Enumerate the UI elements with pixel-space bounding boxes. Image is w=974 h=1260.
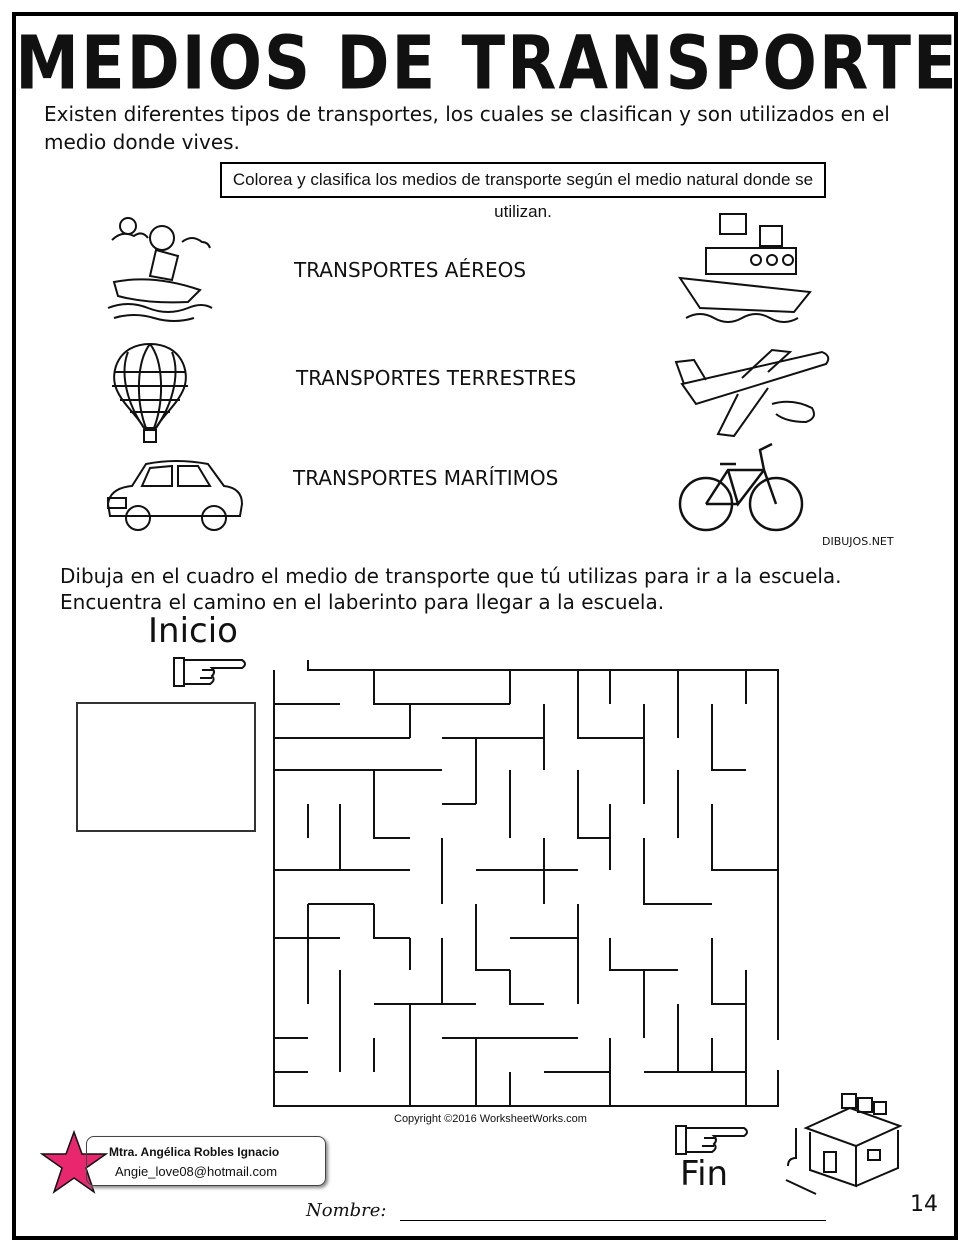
school-icon (776, 1088, 912, 1196)
pointing-hand-icon (172, 650, 248, 690)
maze[interactable] (270, 660, 786, 1112)
car-icon (102, 452, 246, 536)
category-air: TRANSPORTES AÉREOS (294, 258, 527, 282)
intro-text: Existen diferentes tipos de transportes, los cuales se clasifican y son utilizados en el medio donde vives. (44, 102, 890, 154)
task-line-2: Encuentra el camino en el laberinto para llegar a la escuela. (60, 590, 665, 614)
task-text (60, 563, 940, 615)
author-name: Mtra. Angélica Robles Ignacio (109, 1145, 280, 1159)
ship-icon (676, 208, 816, 330)
start-label: Inicio (148, 611, 238, 651)
task-line-1: Dibuja en el cuadro el medio de transporte que tú utilizas para ir a la escuela. (60, 564, 842, 588)
name-input-line[interactable] (400, 1220, 826, 1221)
pointing-hand-icon (674, 1118, 750, 1158)
hot-air-balloon-icon (108, 342, 192, 446)
page-number: 14 (910, 1192, 938, 1217)
drawing-box[interactable] (76, 702, 256, 832)
page-title: MEDIOS DE TRANSPORTE (15, 22, 959, 108)
jetski-icon (104, 212, 216, 324)
end-label: Fin (680, 1154, 729, 1194)
author-email: Angie_love08@hotmail.com (115, 1164, 278, 1179)
category-land: TRANSPORTES TERRESTRES (296, 366, 577, 390)
author-box (86, 1136, 326, 1186)
category-sea: TRANSPORTES MARÍTIMOS (293, 466, 559, 490)
copyright-text: Copyright ©2016 WorksheetWorks.com (394, 1113, 587, 1125)
bicycle-icon (676, 440, 804, 540)
image-credit: DIBUJOS.NET (822, 535, 894, 548)
airplane-icon (672, 344, 832, 444)
name-label: Nombre: (306, 1200, 387, 1221)
instruction-box: Colorea y clasifica los medios de transporte según el medio natural donde se utilizan. (220, 162, 826, 198)
